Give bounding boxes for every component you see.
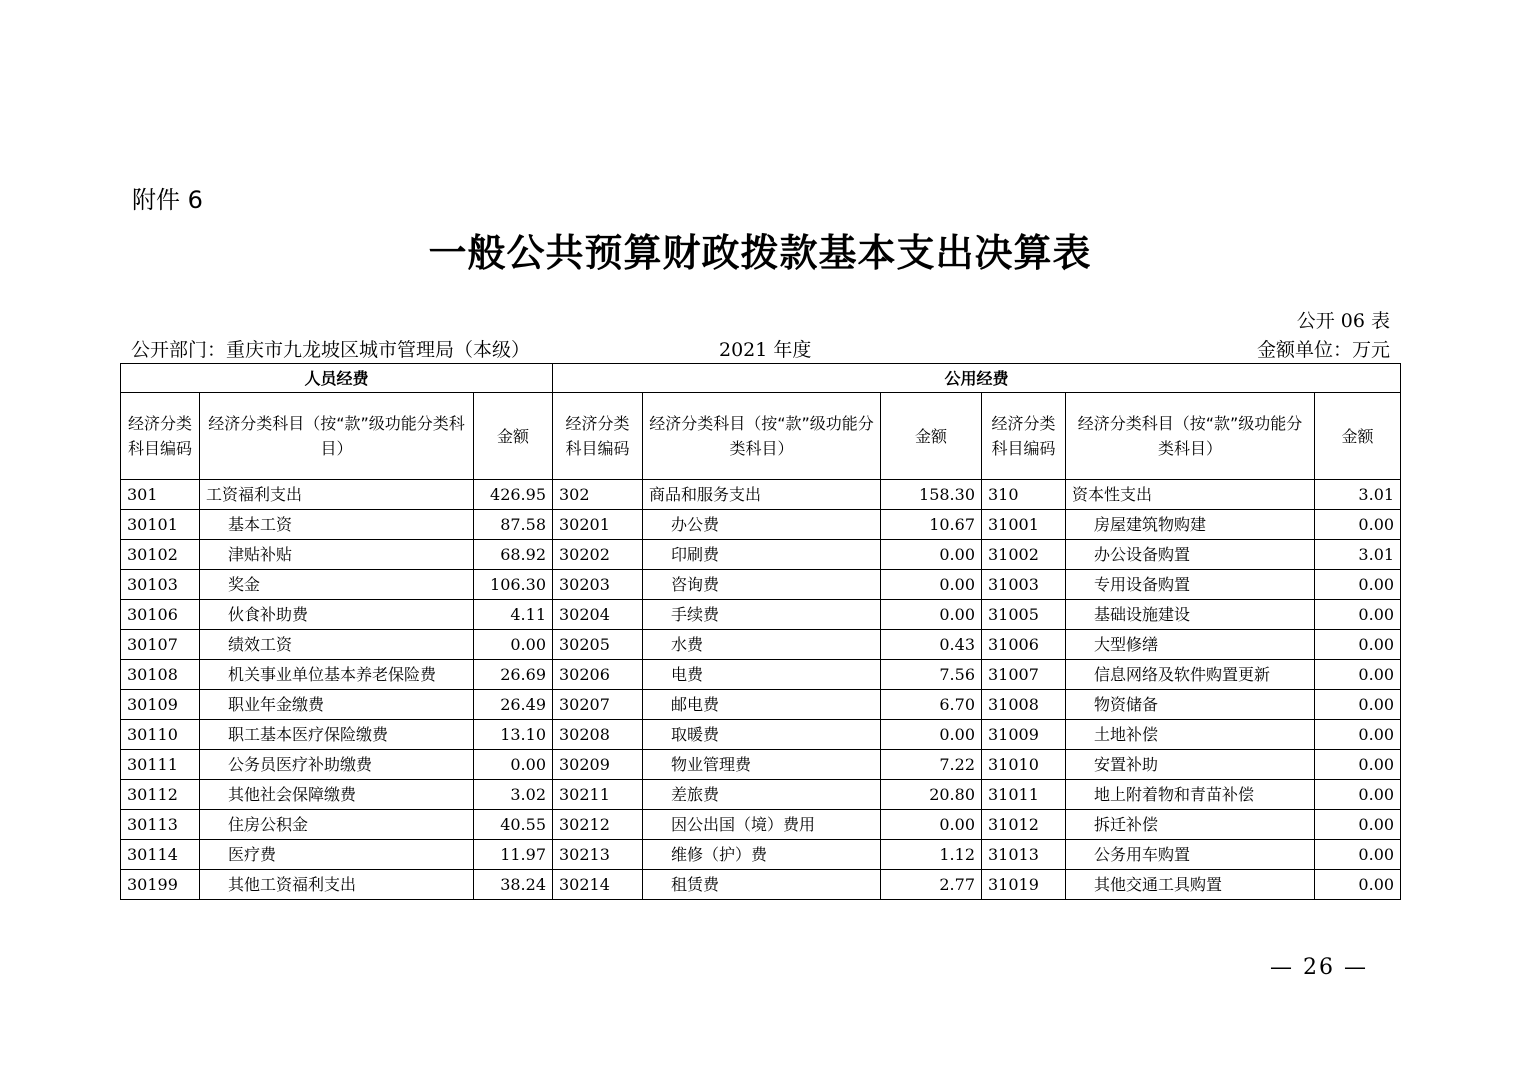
item-amount: 1.12 [881, 840, 982, 870]
item-amount: 26.69 [474, 660, 553, 690]
meta-row [131, 335, 1390, 361]
item-code: 30110 [121, 720, 200, 750]
item-name: 职业年金缴费 [200, 690, 474, 720]
item-amount: 68.92 [474, 540, 553, 570]
item-amount: 0.00 [1315, 630, 1401, 660]
item-code: 30204 [553, 600, 643, 630]
budget-table [120, 363, 1401, 900]
item-code: 30205 [553, 630, 643, 660]
item-code: 30214 [553, 870, 643, 900]
item-name: 资本性支出 [1066, 480, 1315, 510]
item-code: 30208 [553, 720, 643, 750]
table-row [121, 810, 1401, 840]
item-code: 30203 [553, 570, 643, 600]
item-name: 津贴补贴 [200, 540, 474, 570]
item-amount: 11.97 [474, 840, 553, 870]
item-code: 30101 [121, 510, 200, 540]
item-amount: 0.00 [1315, 870, 1401, 900]
item-name: 安置补助 [1066, 750, 1315, 780]
item-amount: 0.00 [881, 540, 982, 570]
table-row [121, 720, 1401, 750]
item-amount: 158.30 [881, 480, 982, 510]
item-code: 310 [982, 480, 1066, 510]
item-name: 专用设备购置 [1066, 570, 1315, 600]
item-amount: 4.11 [474, 600, 553, 630]
item-amount: 0.00 [1315, 720, 1401, 750]
item-code: 30107 [121, 630, 200, 660]
item-name: 信息网络及软件购置更新 [1066, 660, 1315, 690]
item-name: 手续费 [643, 600, 881, 630]
item-name: 印刷费 [643, 540, 881, 570]
table-row [121, 600, 1401, 630]
item-code: 31011 [982, 780, 1066, 810]
item-amount: 13.10 [474, 720, 553, 750]
item-amount: 0.00 [1315, 750, 1401, 780]
item-name: 取暖费 [643, 720, 881, 750]
table-row [121, 480, 1401, 510]
department-label: 公开部门：重庆市九龙坡区城市管理局（本级） [131, 339, 531, 361]
item-name: 伙食补助费 [200, 600, 474, 630]
item-amount: 0.00 [1315, 570, 1401, 600]
item-code: 31001 [982, 510, 1066, 540]
item-code: 302 [553, 480, 643, 510]
item-code: 30213 [553, 840, 643, 870]
document-title: 一般公共预算财政拨款基本支出决算表 [428, 231, 1092, 275]
item-amount: 0.00 [1315, 840, 1401, 870]
table-row [121, 870, 1401, 900]
col-code-c: 经济分类科目编码 [982, 393, 1066, 480]
item-name: 其他社会保障缴费 [200, 780, 474, 810]
group-personnel: 人员经费 [121, 364, 553, 393]
table-row [121, 750, 1401, 780]
item-name: 机关事业单位基本养老保险费 [200, 660, 474, 690]
col-amount-a: 金额 [474, 393, 553, 480]
table-row [121, 780, 1401, 810]
item-code: 31002 [982, 540, 1066, 570]
item-code: 30114 [121, 840, 200, 870]
item-amount: 38.24 [474, 870, 553, 900]
item-name: 绩效工资 [200, 630, 474, 660]
table-row [121, 660, 1401, 690]
item-name: 其他工资福利支出 [200, 870, 474, 900]
item-code: 30206 [553, 660, 643, 690]
table-row [121, 690, 1401, 720]
item-amount: 0.00 [881, 810, 982, 840]
item-amount: 0.00 [1315, 690, 1401, 720]
item-amount: 0.00 [474, 750, 553, 780]
item-name: 公务用车购置 [1066, 840, 1315, 870]
form-number: 公开 06 表 [1296, 310, 1390, 332]
item-code: 30111 [121, 750, 200, 780]
item-amount: 0.00 [881, 720, 982, 750]
group-public: 公用经费 [553, 364, 1401, 393]
item-name: 因公出国（境）费用 [643, 810, 881, 840]
item-name: 维修（护）费 [643, 840, 881, 870]
item-amount: 7.56 [881, 660, 982, 690]
item-amount: 0.00 [881, 600, 982, 630]
col-amount-c: 金额 [1315, 393, 1401, 480]
col-name-b: 经济分类科目（按“款”级功能分类科目） [643, 393, 881, 480]
item-amount: 87.58 [474, 510, 553, 540]
item-amount: 2.77 [881, 870, 982, 900]
item-amount: 3.01 [1315, 540, 1401, 570]
item-amount: 0.00 [1315, 510, 1401, 540]
item-amount: 3.01 [1315, 480, 1401, 510]
item-amount: 426.95 [474, 480, 553, 510]
item-amount: 0.43 [881, 630, 982, 660]
col-code-a: 经济分类科目编码 [121, 393, 200, 480]
item-code: 31006 [982, 630, 1066, 660]
item-code: 31012 [982, 810, 1066, 840]
col-amount-b: 金额 [881, 393, 982, 480]
item-amount: 0.00 [474, 630, 553, 660]
item-code: 31003 [982, 570, 1066, 600]
item-code: 30103 [121, 570, 200, 600]
table-row [121, 540, 1401, 570]
col-code-b: 经济分类科目编码 [553, 393, 643, 480]
page-number: — 26 — [1270, 955, 1368, 980]
col-name-a: 经济分类科目（按“款”级功能分类科目） [200, 393, 474, 480]
item-code: 30108 [121, 660, 200, 690]
item-name: 医疗费 [200, 840, 474, 870]
item-amount: 20.80 [881, 780, 982, 810]
item-code: 30209 [553, 750, 643, 780]
table-body [121, 480, 1401, 900]
item-amount: 26.49 [474, 690, 553, 720]
item-code: 30106 [121, 600, 200, 630]
item-code: 31009 [982, 720, 1066, 750]
item-name: 其他交通工具购置 [1066, 870, 1315, 900]
column-header-row [121, 393, 1401, 480]
item-code: 30112 [121, 780, 200, 810]
item-amount: 0.00 [1315, 780, 1401, 810]
item-code: 31007 [982, 660, 1066, 690]
item-name: 办公费 [643, 510, 881, 540]
item-amount: 0.00 [1315, 600, 1401, 630]
item-amount: 10.67 [881, 510, 982, 540]
item-name: 基本工资 [200, 510, 474, 540]
item-name: 水费 [643, 630, 881, 660]
item-amount: 40.55 [474, 810, 553, 840]
item-name: 物资储备 [1066, 690, 1315, 720]
item-code: 31013 [982, 840, 1066, 870]
item-amount: 3.02 [474, 780, 553, 810]
item-name: 土地补偿 [1066, 720, 1315, 750]
item-code: 30207 [553, 690, 643, 720]
item-name: 差旅费 [643, 780, 881, 810]
item-code: 30201 [553, 510, 643, 540]
item-name: 电费 [643, 660, 881, 690]
item-name: 奖金 [200, 570, 474, 600]
item-code: 30199 [121, 870, 200, 900]
item-name: 地上附着物和青苗补偿 [1066, 780, 1315, 810]
item-amount: 7.22 [881, 750, 982, 780]
col-name-c: 经济分类科目（按“款”级功能分类科目） [1066, 393, 1315, 480]
item-code: 30102 [121, 540, 200, 570]
item-amount: 106.30 [474, 570, 553, 600]
item-name: 商品和服务支出 [643, 480, 881, 510]
item-amount: 0.00 [1315, 810, 1401, 840]
item-code: 31008 [982, 690, 1066, 720]
item-name: 办公设备购置 [1066, 540, 1315, 570]
amount-unit: 金额单位：万元 [1256, 339, 1390, 361]
item-amount: 6.70 [881, 690, 982, 720]
item-name: 物业管理费 [643, 750, 881, 780]
item-code: 30211 [553, 780, 643, 810]
table-row [121, 510, 1401, 540]
item-code: 301 [121, 480, 200, 510]
table-row [121, 630, 1401, 660]
item-code: 30113 [121, 810, 200, 840]
item-name: 租赁费 [643, 870, 881, 900]
item-code: 30212 [553, 810, 643, 840]
item-name: 住房公积金 [200, 810, 474, 840]
item-name: 大型修缮 [1066, 630, 1315, 660]
item-code: 30202 [553, 540, 643, 570]
item-code: 31019 [982, 870, 1066, 900]
group-header-row [121, 364, 1401, 393]
item-name: 拆迁补偿 [1066, 810, 1315, 840]
item-name: 职工基本医疗保险缴费 [200, 720, 474, 750]
item-code: 31010 [982, 750, 1066, 780]
item-name: 咨询费 [643, 570, 881, 600]
item-amount: 0.00 [881, 570, 982, 600]
item-name: 房屋建筑物购建 [1066, 510, 1315, 540]
item-name: 邮电费 [643, 690, 881, 720]
item-code: 30109 [121, 690, 200, 720]
table-row [121, 570, 1401, 600]
item-amount: 0.00 [1315, 660, 1401, 690]
item-code: 31005 [982, 600, 1066, 630]
item-name: 工资福利支出 [200, 480, 474, 510]
item-name: 基础设施建设 [1066, 600, 1315, 630]
item-name: 公务员医疗补助缴费 [200, 750, 474, 780]
fiscal-year: 2021 年度 [719, 339, 812, 361]
attachment-label: 附件 6 [132, 186, 203, 214]
table-row [121, 840, 1401, 870]
